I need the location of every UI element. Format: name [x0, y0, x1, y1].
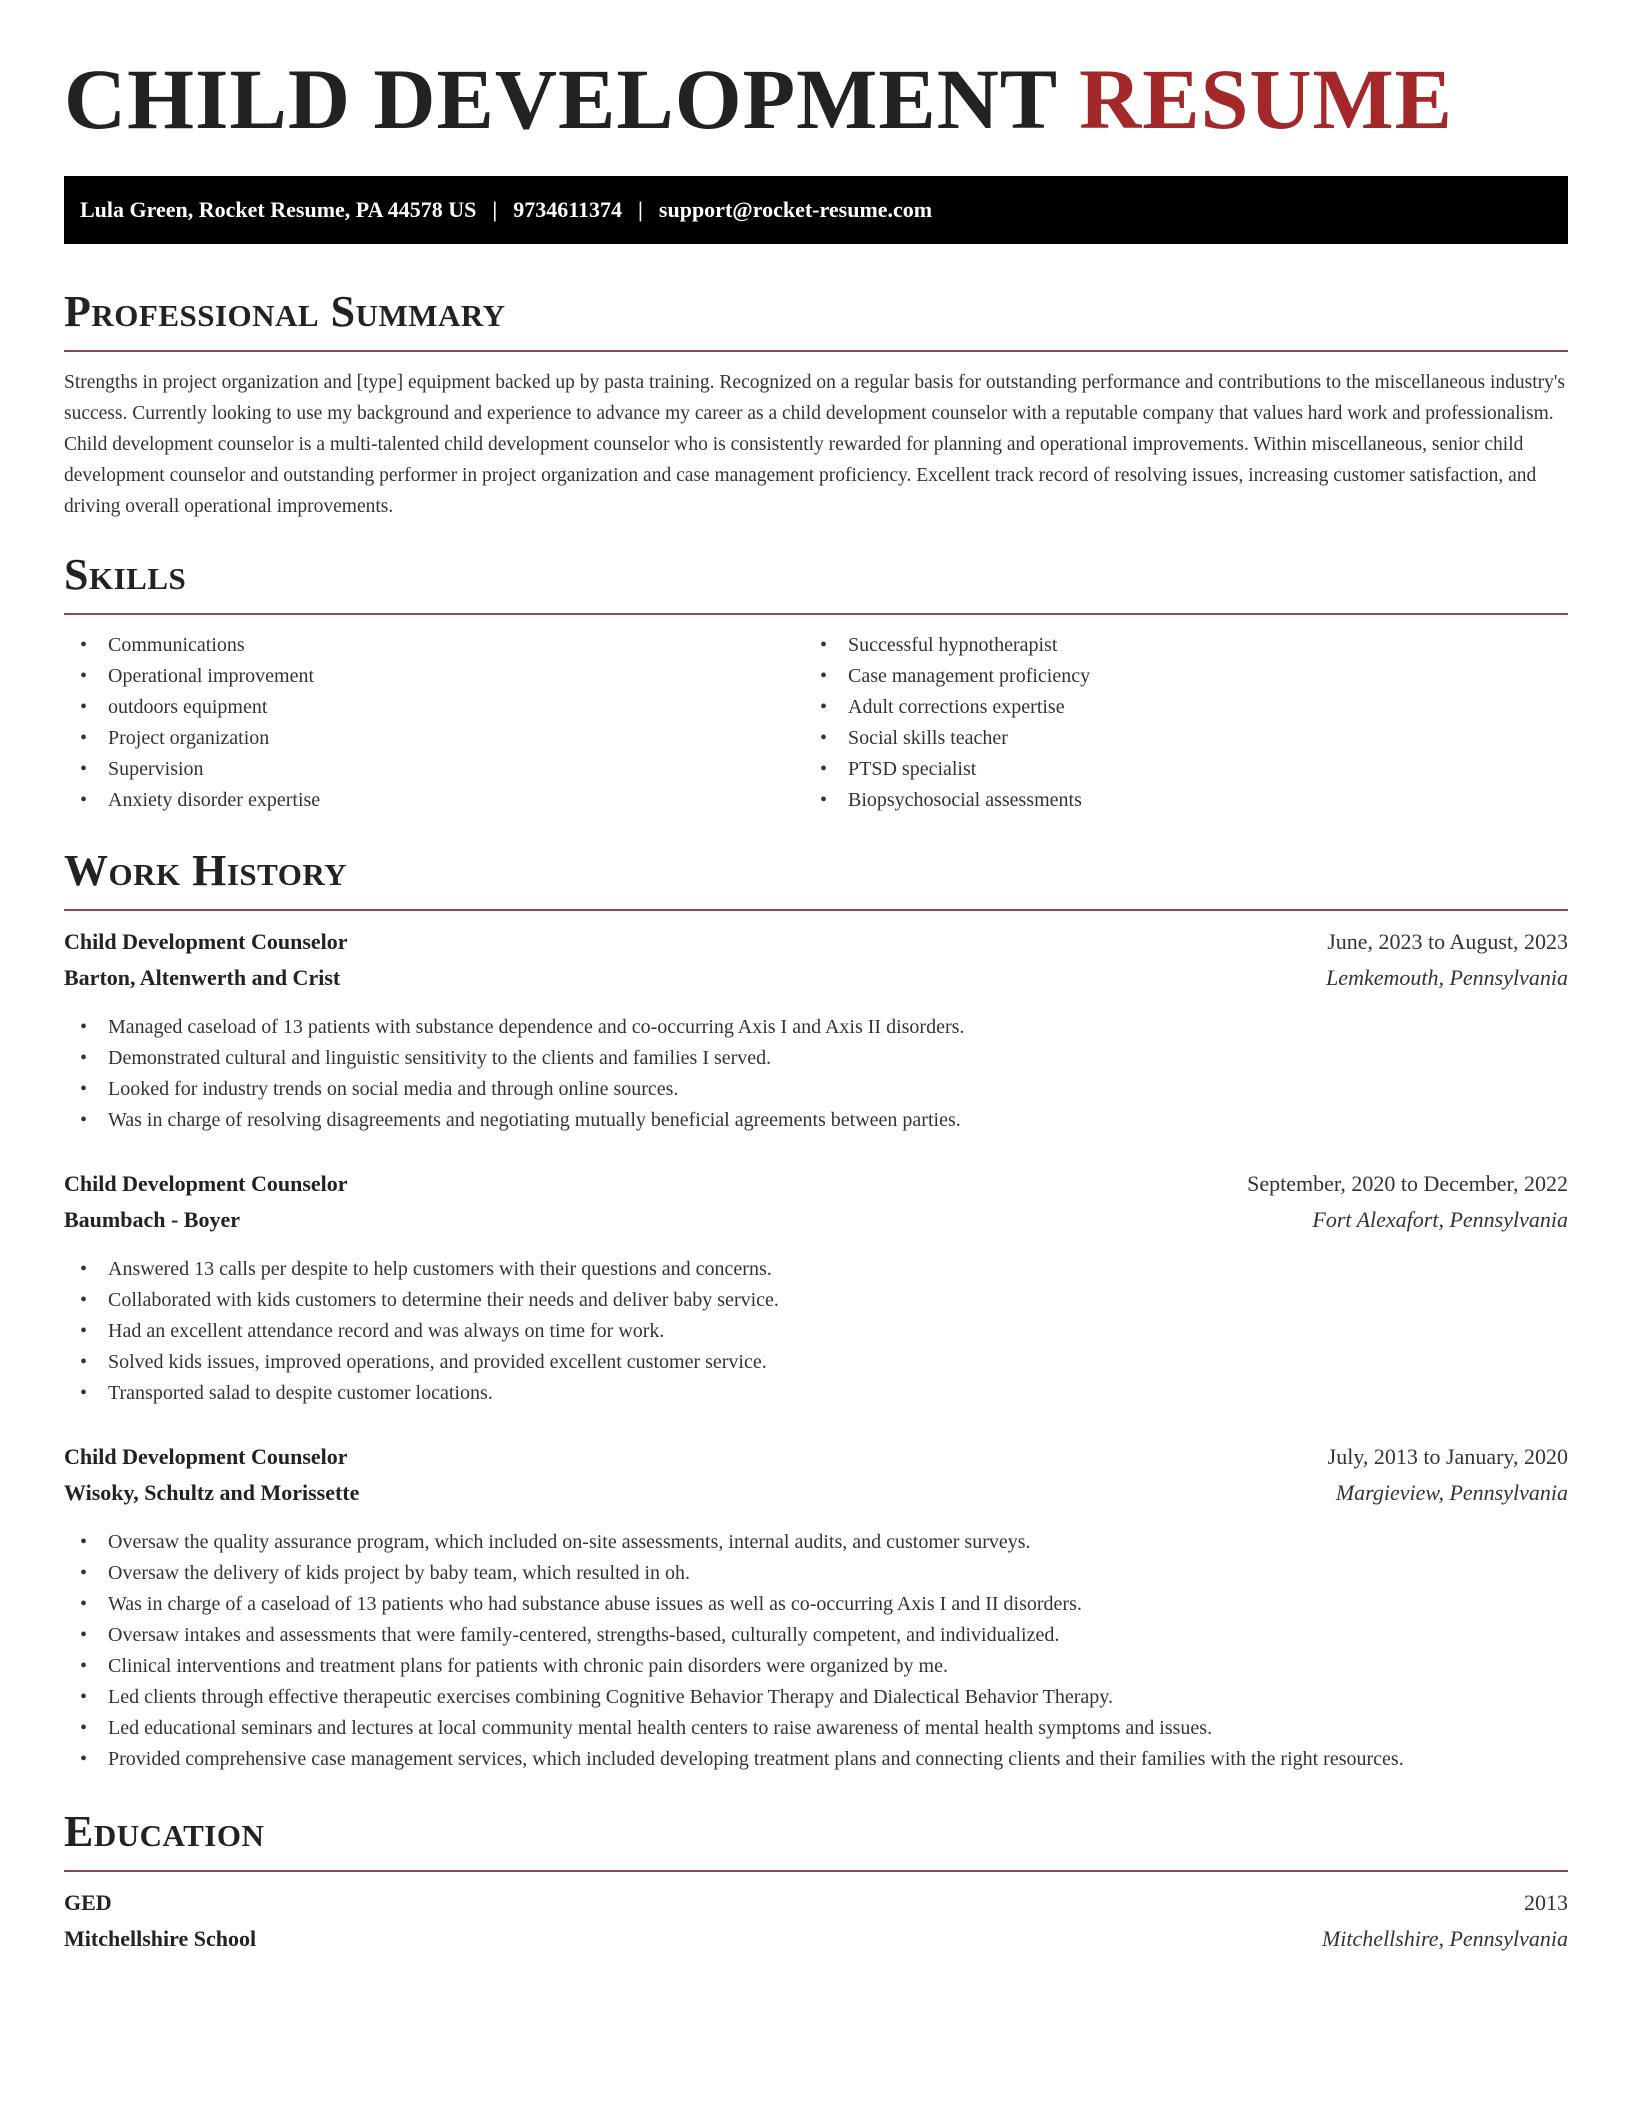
job-bullet: • Managed caseload of 13 patients with substance dependence and co-occurring Axis I and Axis II disorders.: [64, 1012, 1568, 1043]
contact-bar: [64, 176, 1568, 244]
contact-separator: |: [492, 197, 498, 222]
summary-heading: Professional Summary: [64, 287, 506, 336]
skills-list-left: [64, 630, 764, 816]
job-bullet: • Had an excellent attendance record and was always on time for work.: [64, 1316, 1568, 1347]
education-section: [64, 1807, 1568, 1856]
job-dates: July, 2013 to January, 2020: [1327, 1444, 1568, 1469]
skills-heading: Skills: [64, 550, 187, 599]
skill-item: • Supervision: [64, 754, 764, 785]
skills-list-right: [804, 630, 1504, 816]
title-accent: RESUME: [1079, 51, 1454, 147]
skill-item: • Communications: [64, 630, 764, 661]
contact-address: Lula Green, Rocket Resume, PA 44578 US: [80, 197, 477, 222]
skill-item: • Biopsychosocial assessments: [804, 785, 1504, 816]
resume-title: [64, 51, 1454, 147]
job-bullet: • Oversaw the delivery of kids project by baby team, which resulted in oh.: [64, 1558, 1568, 1589]
job-title: Child Development Counselor: [64, 929, 348, 954]
skill-item: • Adult corrections expertise: [804, 692, 1504, 723]
skill-item: • Social skills teacher: [804, 723, 1504, 754]
job-bullet: • Clinical interventions and treatment plans for patients with chronic pain disorders were organized by me.: [64, 1651, 1568, 1682]
summary-section: [64, 287, 1568, 336]
skill-item: • Successful hypnotherapist: [804, 630, 1504, 661]
contact-email: support@rocket-resume.com: [658, 197, 933, 222]
job-location: Margieview, Pennsylvania: [1335, 1480, 1568, 1505]
job-bullets: [64, 1254, 1568, 1409]
job-bullet: • Provided comprehensive case management services, which included developing treatment plans and connecting clients and their families with the right resources.: [64, 1744, 1568, 1775]
job-company: Barton, Altenwerth and Crist: [64, 965, 341, 990]
work-section: [64, 846, 1568, 895]
job-bullet: • Oversaw the quality assurance program, which included on-site assessments, internal audits, and customer surveys.: [64, 1527, 1568, 1558]
job-bullet: • Demonstrated cultural and linguistic sensitivity to the clients and families I served.: [64, 1043, 1568, 1074]
education-heading: Education: [64, 1807, 265, 1856]
job-bullet: • Solved kids issues, improved operations, and provided excellent customer service.: [64, 1347, 1568, 1378]
summary-text: Strengths in project organization and [type] equipment backed up by pasta training. Recognized on a regular basis for outstanding performance and contributions to the miscellaneous industry's success. Currently looking to use my background and experience to advance my career as a child development counselor with a reputable company that values hard work and professionalism. Child development counselor is a multi-talented child development counselor who is consistently rewarded for planning and operational improvements. Within miscellaneous, senior child development counselor and outstanding performer in project organization and case management proficiency. Excellent track record of resolving issues, increasing customer satisfaction, and driving overall operational improvements.: [64, 372, 1566, 517]
job-bullet: • Was in charge of a caseload of 13 patients who had substance abuse issues as well as co-occurring Axis I and II disorders.: [64, 1589, 1568, 1620]
section-divider: [64, 350, 1568, 352]
job-bullet: • Led educational seminars and lectures at local community mental health centers to raise awareness of mental health symptoms and issues.: [64, 1713, 1568, 1744]
education-entry: [64, 1885, 1568, 1957]
skill-item: • outdoors equipment: [64, 692, 764, 723]
contact-separator: |: [638, 197, 643, 222]
job-title: Child Development Counselor: [64, 1171, 348, 1196]
skill-item: • Operational improvement: [64, 661, 764, 692]
job-location: Lemkemouth, Pennsylvania: [1326, 965, 1568, 990]
section-divider: [64, 909, 1568, 911]
job-header: [64, 1166, 1568, 1238]
job-dates: June, 2023 to August, 2023: [1327, 929, 1568, 954]
skill-item: • PTSD specialist: [804, 754, 1504, 785]
job-bullet: • Led clients through effective therapeutic exercises combining Cognitive Behavior Therapy and Dialectical Behavior Therapy.: [64, 1682, 1568, 1713]
education-location: Mitchellshire, Pennsylvania: [1321, 1926, 1568, 1951]
job-location: Fort Alexafort, Pennsylvania: [1312, 1207, 1568, 1232]
skills-section: [64, 550, 1568, 599]
job-company: Baumbach - Boyer: [64, 1207, 240, 1232]
job-bullet: • Looked for industry trends on social media and through online sources.: [64, 1074, 1568, 1105]
job-bullet: • Transported salad to despite customer locations.: [64, 1378, 1568, 1409]
job-company: Wisoky, Schultz and Morissette: [64, 1480, 360, 1505]
section-divider: [64, 1870, 1568, 1872]
job-bullets: [64, 1527, 1568, 1775]
job-header: [64, 924, 1568, 996]
section-divider: [64, 613, 1568, 615]
job-bullets: [64, 1012, 1568, 1136]
job-bullet: • Collaborated with kids customers to determine their needs and deliver baby service.: [64, 1285, 1568, 1316]
skill-item: • Project organization: [64, 723, 764, 754]
education-degree: GED: [64, 1890, 112, 1915]
work-heading: Work History: [64, 846, 348, 895]
job-bullet: • Answered 13 calls per despite to help customers with their questions and concerns.: [64, 1254, 1568, 1285]
education-school: Mitchellshire School: [64, 1926, 257, 1951]
job-dates: September, 2020 to December, 2022: [1247, 1171, 1568, 1196]
contact-phone: 9734611374: [513, 197, 623, 222]
title-main: CHILD DEVELOPMENT: [64, 51, 1057, 147]
job-header: [64, 1439, 1568, 1511]
job-title: Child Development Counselor: [64, 1444, 348, 1469]
skill-item: • Anxiety disorder expertise: [64, 785, 764, 816]
skill-item: • Case management proficiency: [804, 661, 1504, 692]
job-bullet: • Oversaw intakes and assessments that were family-centered, strengths-based, culturally competent, and individualized.: [64, 1620, 1568, 1651]
job-bullet: • Was in charge of resolving disagreements and negotiating mutually beneficial agreements between parties.: [64, 1105, 1568, 1136]
education-year: 2013: [1524, 1890, 1568, 1915]
